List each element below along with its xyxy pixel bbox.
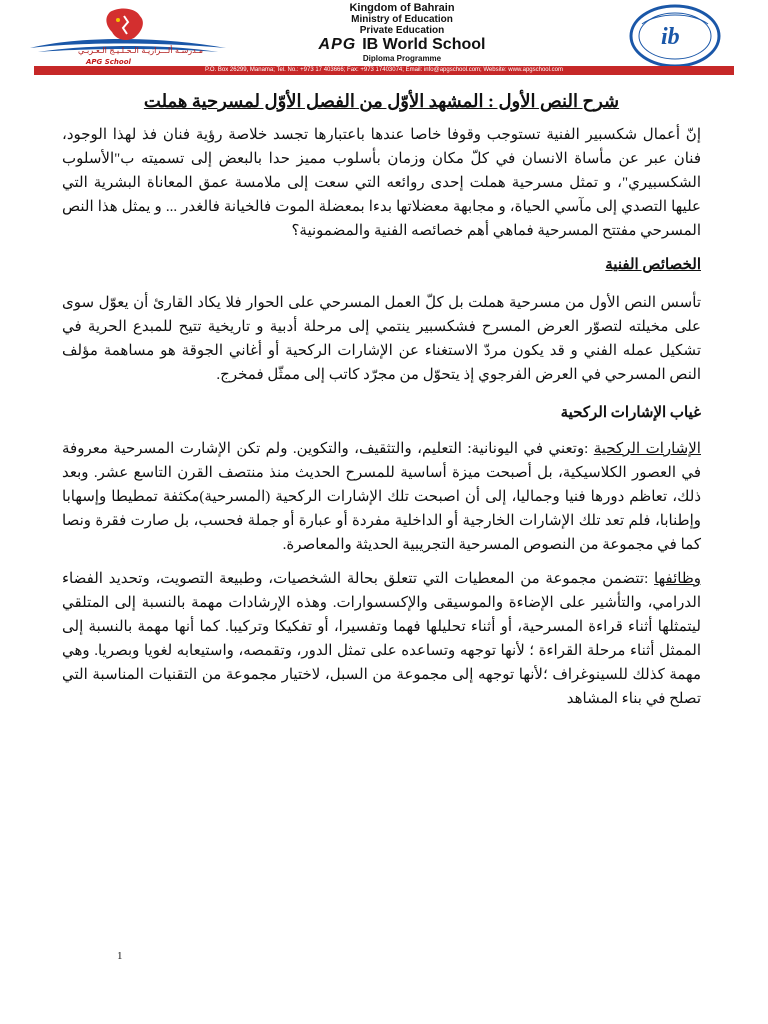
stage-directions-term: الإشارات الركحية bbox=[593, 441, 701, 457]
heading-artistic-features: الخصائص الفنية bbox=[605, 257, 701, 273]
stage-directions-paragraph bbox=[62, 437, 701, 557]
intro-paragraph: إنّ أعمال شكسبير الفنية تستوجب وقوفا خاصا عندها باعتبارها تجسد خلاصة رؤية فنان فذ لهذا الوجود، فنان عبر عن مأساة الانسان في كلّ مكان وزمان بأسلوب مميز حدا بالبعض إلى تسميته ب"الأسلوب الشكسبيري"، و تمثل مسرحية هملت إحدى روائعه التي سعت إلى ملامسة عمق المعاناة البشرية التي عليها التصدي إلى مآسي الحياة، و مجابهة معضلاتها بدءا بمعضلة الموت فالخيانة فالغدر ... و يمثل هذا النص المسرحي مفتتح المسرحية فماهي أهم خصائصه الفنية والمضمونية؟ bbox=[62, 127, 701, 239]
letterhead bbox=[0, 0, 768, 78]
stage-directions-text: :وتعني في اليونانية: التعليم، والتثقيف، والتكوين. ولم تكن الإشارت المسرحية معروفة في العصور الكلاسيكية، بل أصبحت ميزة أساسية للمسرح الحديث منذ منتصف القرن التاسع عشر. وبعد ذلك، تعاظم دورها فنيا وجماليا، إلى أن اصبحت تلك الإشارات الركحية (المسرحية)مكثفة تمطيطا وإسهابا وإطنابا، فلم تعد تلك الإشارات الخارجية أو الداخلية مفردة أو عبارة أو جملة فحسب، بل صارت فقرة ونصا كما في مجموعة من النصوص المسرحية التجريبية الحديثة والمعاصرة. bbox=[62, 441, 701, 553]
contact-bar: P.O. Box 26299, Manama; Tel. No.: +973 17 403666; Fax: +973 17403074; Email: info@apgschool.com; Website: www.apgschool.com bbox=[34, 66, 734, 75]
document-title: شرح النص الأول : المشهد الأوّل من الفصل الأوّل لمسرحية هملت bbox=[143, 91, 620, 111]
artistic-features-paragraph: تأسس النص الأول من مسرحية هملت بل كلّ العمل المسرحي على الحوار فلا يكاد القارئ أن يعوّل سوى على مخيلته لتصوّر العرض المسرح فشكسبير ينتمي إلى مرحلة أدبية و تاريخية تتيح للمبدع الحرية في تشكيل عمله الفني و قد يكون مردّ الاستغناء عن الإشارات الركحية أو أغاني الجوقة هو مساهمة مؤلف النص المسرحي في العرض الفرجوي إذ يتحوّل من مجرّد كاتب إلى ممثّل فمخرج. bbox=[62, 295, 701, 383]
apg-school-logo bbox=[28, 6, 228, 66]
apg-school-label: APG School bbox=[86, 58, 131, 66]
school-name: IB World School bbox=[362, 36, 486, 53]
bahrain-map-emblem-icon bbox=[28, 6, 228, 66]
document-body bbox=[62, 88, 701, 721]
ib-world-school-logo bbox=[628, 4, 722, 68]
heading-stage-directions: غياب الإشارات الركحية bbox=[560, 405, 701, 421]
ib-logo-text: ib bbox=[661, 24, 680, 50]
functions-paragraph bbox=[62, 567, 701, 711]
apg-wordmark: APG bbox=[318, 36, 357, 53]
school-name-arabic: مـدرسـة ألـــرازيـة الـخـلـيـج الـعـربـي bbox=[78, 46, 203, 55]
kingdom-line: Kingdom of Bahrain bbox=[349, 2, 455, 14]
school-brand bbox=[236, 36, 568, 54]
functions-text: :تتضمن مجموعة من المعطيات التي تتعلق بحالة الشخصيات، وطبيعة التصويت، وتحديد الفضاء الدرامي، والتأشير على الإضاءة والموسيقى والإكسسوارات. وهذه الإرشادات مهمة بالنسبة إلى المتلقي ليتمثلها أثناء قراءة المسرحية، أو أثناء تحليلها فهما وتفسيرا، أو تفكيكا وتركيبا. كما أنها مهمة بالنسبة إلى الممثل أثناء مرحلة القراءة ؛ لأنها توجهه وتساعده على تمثل الدور، وتقمصه، واستيعابه لغويا وبصريا. وهي مهمة كذلك للسينوغراف ؛لأنها توجهه إلى مجموعة من السبل، لاختيار مجموعة من التقنيات المناسبة التي تصلح في بناء المشاهد bbox=[62, 571, 701, 707]
programme-line: Diploma Programme bbox=[362, 54, 442, 63]
letterhead-center bbox=[236, 2, 568, 64]
private-education-line: Private Education bbox=[359, 25, 445, 36]
functions-term: وظائفها bbox=[654, 571, 701, 587]
page-number: 1 bbox=[117, 950, 123, 962]
ministry-line: Ministry of Education bbox=[351, 14, 453, 25]
